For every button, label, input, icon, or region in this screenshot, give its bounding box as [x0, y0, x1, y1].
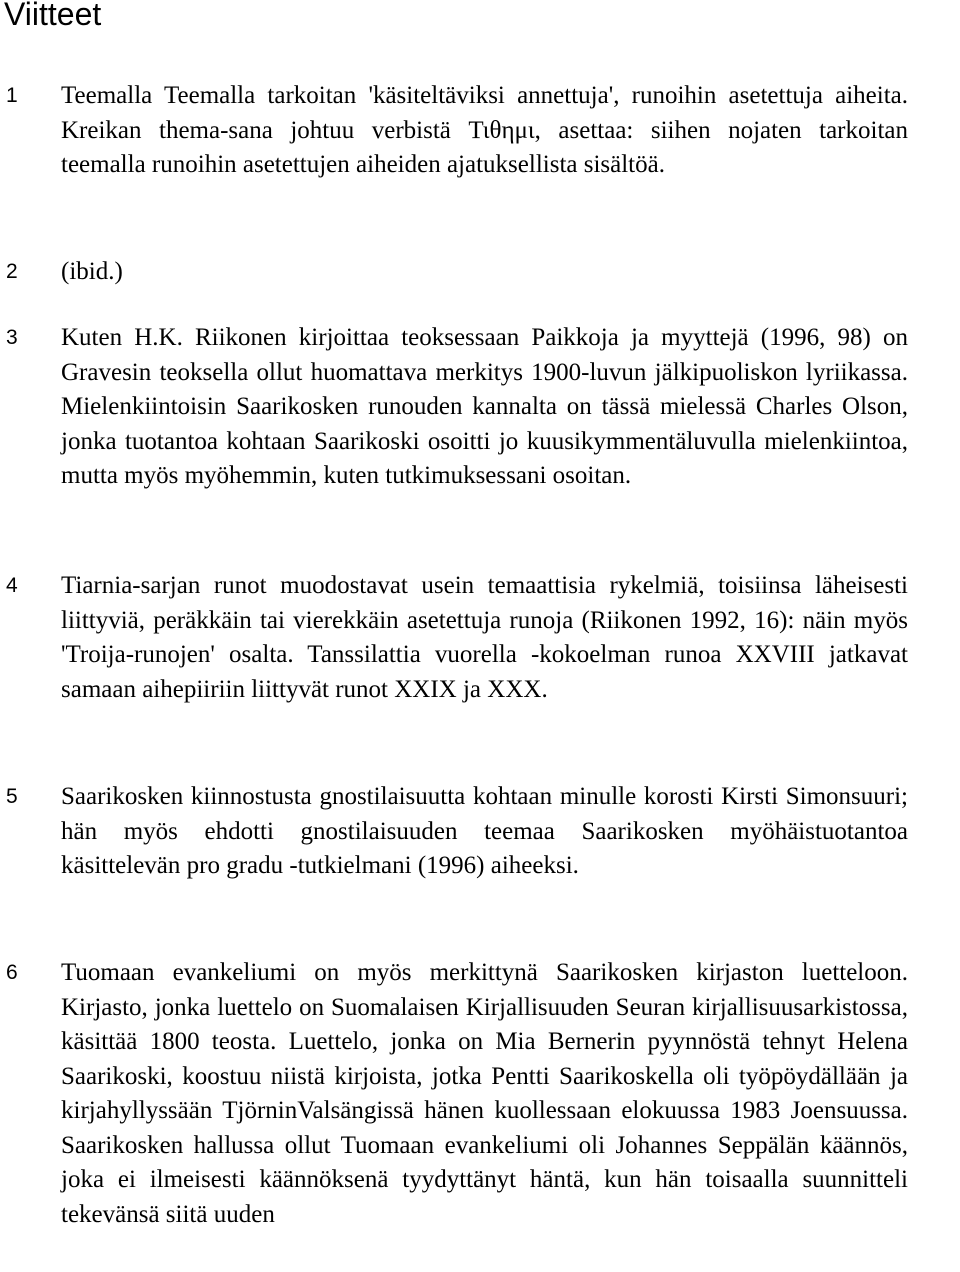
footnote-number: 4	[6, 574, 18, 597]
footnote-text: Tuomaan evankeliumi on myös merkittynä Saarikosken kirjaston luetteloon. Kirjasto, jonka luettelo on Suomalaisen Kirjallisuuden Seuran kirjallisuusarkistossa, käsittää 1800 teosta. Luettelo, jonka on Mia Bernerin pyynnöstä tehnyt Helena Saarikoski, koostuu niistä kirjoista, jotka Pentti Saarikoskella oli työpöydällään ja kirjahyllyssään TjörninValsängissä hänen kuollessaan elokuussa 1983 Joensuussa. Saarikosken hallussa ollut Tuomaan evankeliumi oli Johannes Seppälän käännös, joka ei ilmeisesti käännöksenä tyydyttänyt häntä, kun hän toisaalla suunnitteli tekevänsä siitä uuden	[61, 959, 908, 1228]
footnote-text: Saarikosken kiinnostusta gnostilaisuutta kohtaan minulle korosti Kirsti Simonsuuri; hän myös ehdotti gnostilaisuuden teemaa Saarikosken myöhäistuotantoa käsittelevän pro gradu -tutkielmani (1996) aiheeksi.	[61, 783, 908, 879]
footnote-text: Teemalla Teemalla tarkoitan 'käsiteltäviksi annettuja', runoihin asetettuja aiheita. Kreikan thema-sana johtuu verbistä Τιθημι, asettaa: siihen nojaten tarkoitan teemalla runoihin asetettujen aiheiden ajatuksellista sisältöä.	[61, 82, 908, 178]
footnote-number: 1	[6, 84, 18, 107]
footnote-text: (ibid.)	[61, 258, 123, 285]
footnote-text: Kuten H.K. Riikonen kirjoittaa teoksessaan Paikkoja ja myyttejä (1996, 98) on Gravesin teoksella ollut huomattava merkitys 1900-luvun jälkipuoliskon lyriikassa. Mielenkiintoisin Saarikosken runouden kannalta on tässä mielessä Charles Olson, jonka tuotantoa kohtaan Saarikoski osoitti jo kuusikymmentäluvulla mielenkiintoa, mutta myös myöhemmin, kuten tutkimuksessani osoitan.	[61, 324, 908, 489]
page-title: Viitteet	[4, 0, 102, 32]
footnote-number: 3	[6, 326, 18, 349]
footnote-text: Tiarnia-sarjan runot muodostavat usein temaattisia rykelmiä, toisiinsa läheisesti liittyviä, peräkkäin tai vierekkäin asetettuja runoja (Riikonen 1992, 16): näin myös 'Troija-runojen' osalta. Tanssilattia vuorella -kokoelman runoa XXVIII jatkavat samaan aihepiiriin liittyvät runot XXIX ja XXX.	[61, 572, 908, 703]
footnote-number: 5	[6, 785, 18, 808]
footnote-number: 2	[6, 260, 18, 283]
footnote-number: 6	[6, 961, 18, 984]
